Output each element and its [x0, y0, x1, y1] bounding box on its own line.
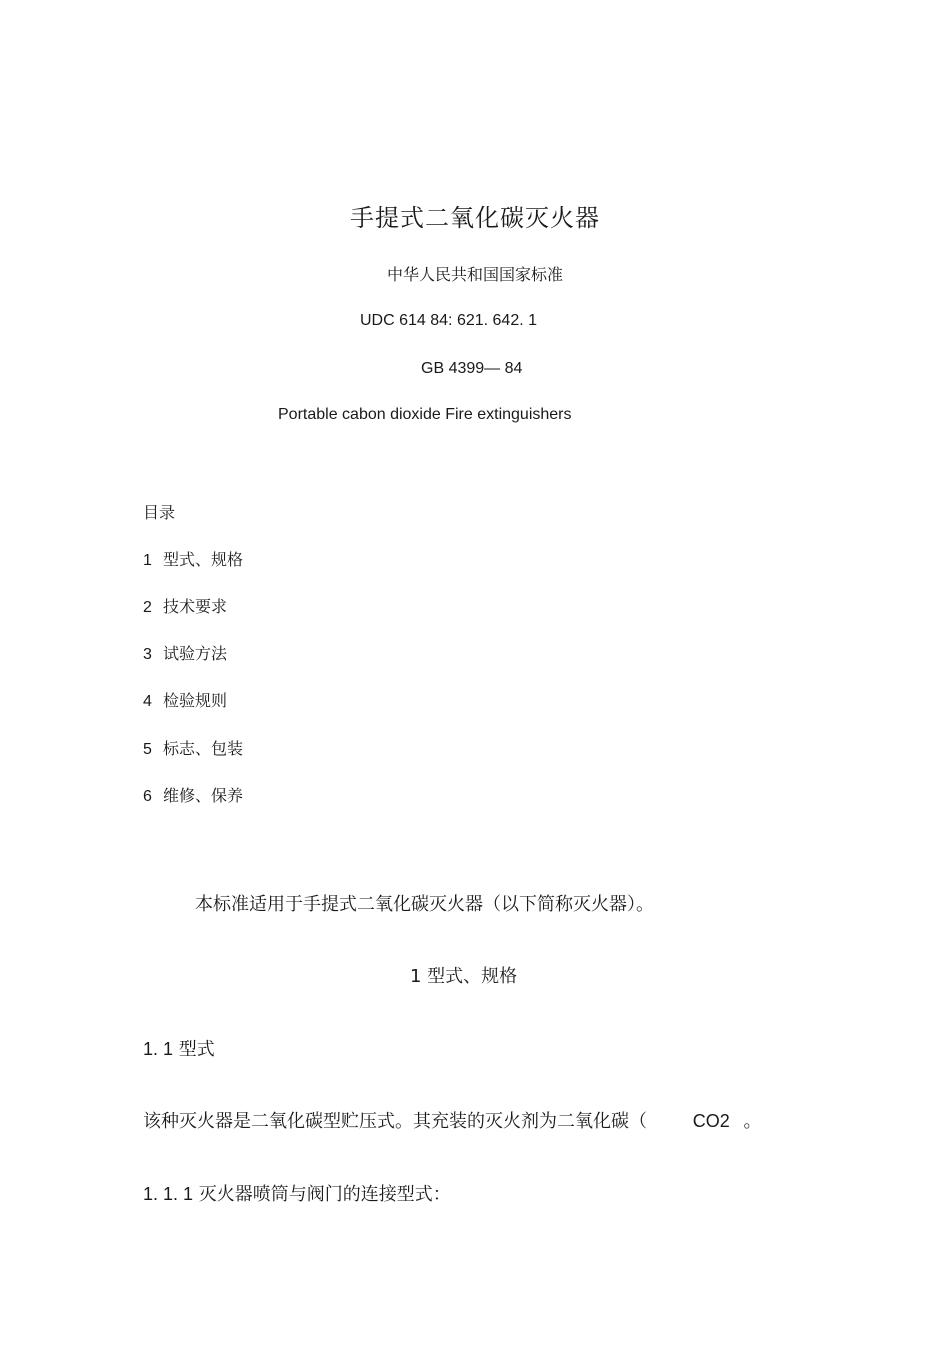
subsubsection-number: 1. 1. 1 — [143, 1184, 194, 1204]
toc-item-number: 1 — [143, 552, 152, 569]
toc-item-label: 维修、保养 — [163, 786, 244, 805]
toc-item-label: 试验方法 — [163, 644, 228, 663]
toc-item — [143, 641, 227, 664]
issuer-line: 中华人民共和国国家标准 — [386, 265, 563, 284]
paragraph-text: 该种灭火器是二氧化碳型贮压式。其充装的灭火剂为二氧化碳（ — [143, 1111, 647, 1132]
scope-paragraph: 本标准适用于手提式二氧化碳灭火器（以下简称灭火器）。 — [195, 894, 654, 915]
toc-item-label: 标志、包装 — [163, 739, 244, 758]
subsection-label: 型式 — [178, 1039, 215, 1060]
body-paragraph — [143, 1107, 761, 1133]
udc-code: UDC 614 84: 621. 642. 1 — [360, 312, 538, 329]
subsubsection-heading — [143, 1180, 451, 1206]
toc-item-number: 5 — [143, 741, 152, 758]
paragraph-end: 。 — [743, 1111, 762, 1132]
toc-item — [143, 736, 243, 759]
toc-heading: 目录 — [143, 503, 176, 522]
english-title: Portable cabon dioxide Fire extinguishers — [278, 406, 572, 423]
toc-item — [143, 783, 243, 806]
subsubsection-label: 灭火器喷筒与阀门的连接型式： — [198, 1184, 451, 1205]
document-title: 手提式二氧化碳灭火器 — [350, 204, 600, 232]
toc-item-label: 技术要求 — [163, 597, 228, 616]
gb-code: GB 4399— 84 — [421, 360, 523, 377]
toc-item — [143, 594, 227, 617]
section-heading: 1 型式、规格 — [410, 966, 518, 987]
toc-item-label: 型式、规格 — [163, 550, 244, 569]
toc-item-number: 3 — [143, 646, 152, 663]
toc-item — [143, 688, 227, 711]
subsection-number: 1. 1 — [143, 1039, 174, 1059]
toc-item-label: 检验规则 — [163, 691, 228, 710]
toc-item-number: 2 — [143, 599, 152, 616]
co2-formula: CO2 — [692, 1111, 730, 1131]
subsection-heading — [143, 1035, 215, 1061]
toc-item-number: 4 — [143, 693, 152, 710]
toc-item-number: 6 — [143, 788, 152, 805]
toc-item — [143, 547, 243, 570]
